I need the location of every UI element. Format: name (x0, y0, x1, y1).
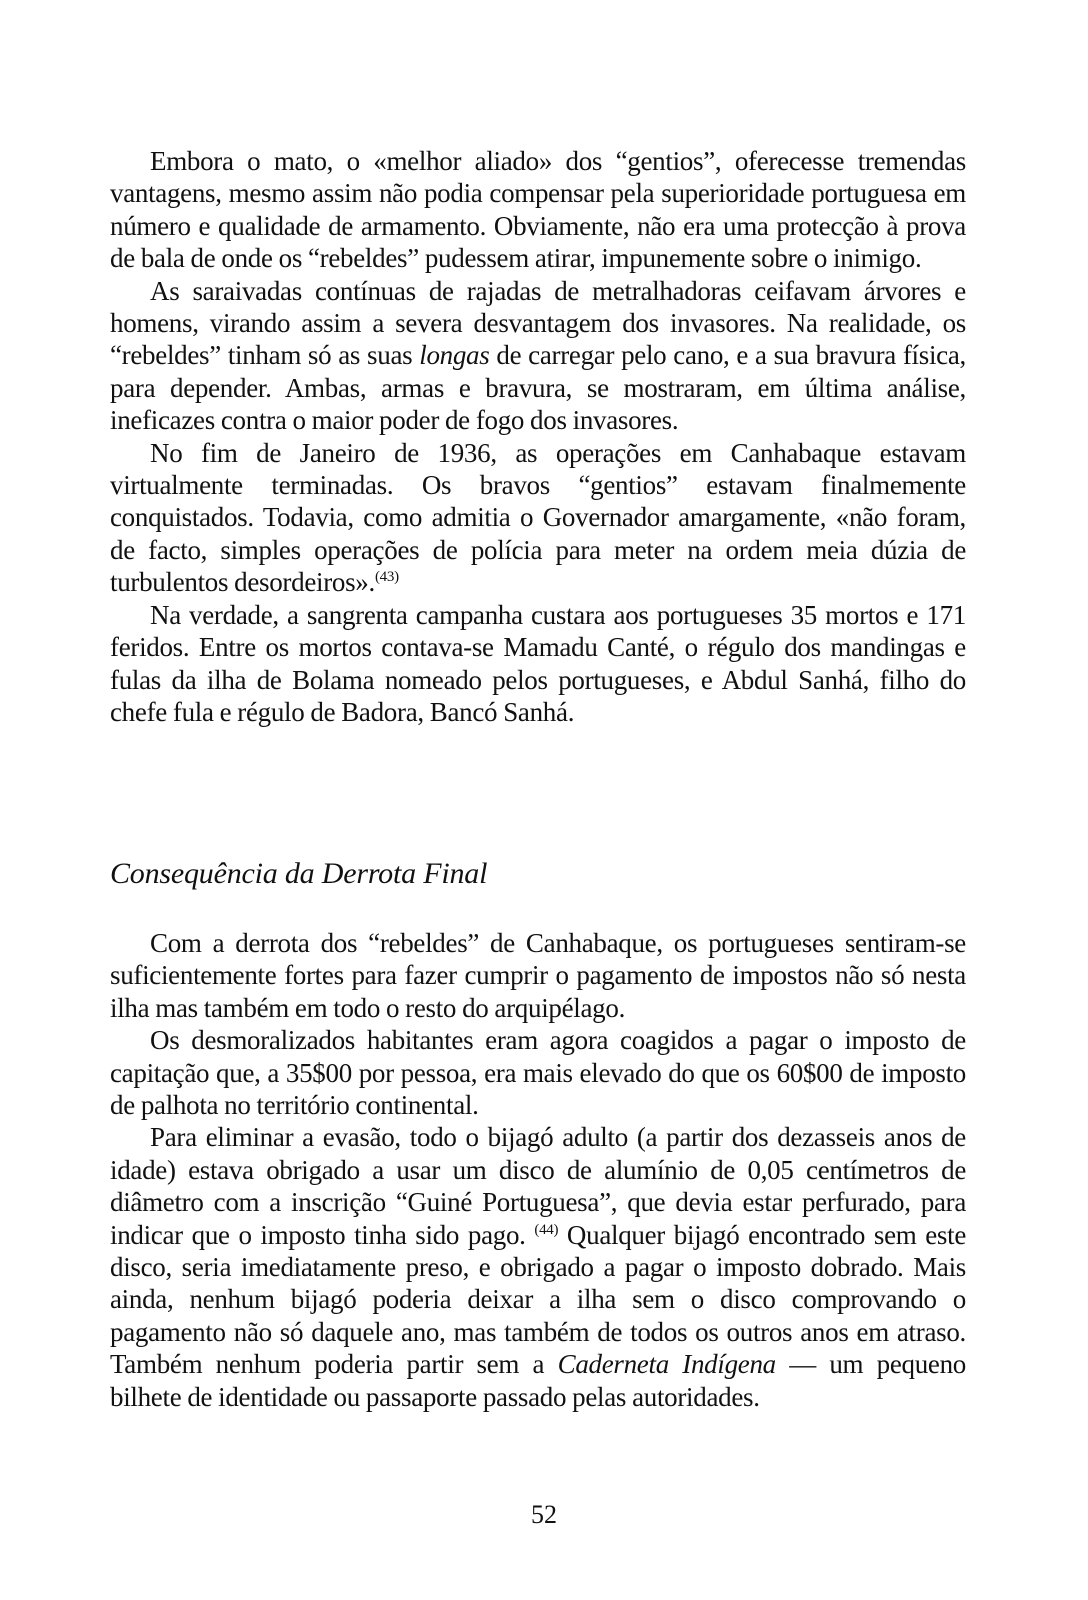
paragraph-mato-aliado: Embora o mato, o «melhor aliado» dos “gentios”, oferecesse tremendas vantagens, mesmo assim não podia compensar pela superioridade portuguesa em número e qualidade de armamento. Obviamente, não era uma protecção à prova de bala de onde os “rebeldes” pudessem atirar, impunemente sobre o inimigo. (110, 146, 966, 274)
paragraph-campanha-mortos: Na verdade, a sangrenta campanha custara aos portugueses 35 mortos e 171 feridos. Entre os mortos contava-se Mamadu Canté, o régulo dos mandingas e fulas da ilha de Bolama nomeado pelos portugueses, e Abdul Sanhá, filho do chefe fula e régulo de Badora, Bancó Sanhá. (110, 599, 966, 727)
paragraph-text: de carregar pelo cano, e a sua bravura física, para depender. Ambas, armas e bravura, se mostraram, em última análise, ineficazes contra o maior poder de fogo dos invasores. (110, 340, 966, 436)
italic-term-longas: longas (419, 340, 490, 371)
page-number: 52 (531, 1500, 557, 1529)
paragraph-derrota-canhabaque: Com a derrota dos “rebeldes” de Canhabaque, os portugueses sentiram-se suficientemente fortes para fazer cumprir o pagamento de impostos não só nesta ilha mas também em todo o resto do arquipélago. (110, 928, 966, 1023)
paragraph-saraivadas (110, 275, 966, 437)
footnote-ref-44: (44) (534, 1221, 559, 1238)
paragraph-text: — um pequeno bilhete de identidade ou passaporte passado pelas autoridades. (110, 1349, 966, 1412)
paragraph-imposto-capitacao: Os desmoralizados habitantes eram agora coagidos a pagar o imposto de capitação que, a 35$00 por pessoa, era mais elevado do que os 60$00 de imposto de palhota no território continental. (110, 1025, 966, 1121)
paragraph-text: Qualquer bijagó encontrado sem este disco, seria imediatamente preso, e obrigado a pagar o imposto dobrado. Mais ainda, nenhum bijagó poderia deixar a ilha sem o disco comprovando o pagamento não só daquele ano, mas também de todos os outros anos em atraso. Também nenhum poderia partir sem a (110, 1219, 966, 1380)
section-title: Consequência da Derrota Final (110, 857, 488, 890)
previous-section-body (110, 145, 966, 728)
paragraph-janeiro-1936 (110, 437, 966, 599)
paragraph-text: No fim de Janeiro de 1936, as operações em Canhabaque estavam virtualmente terminadas. Os bravos “gentios” estavam finalmemente conquistados. Todavia, como admitia o Governador amargamente, «não foram, de facto, simples operações de polícia para meter na ordem meia dúzia de turbulentos desordeiros». (110, 437, 966, 598)
paragraph-text: As saraivadas contínuas de rajadas de metralhadoras ceifavam árvores e homens, virando assim a severa desvantagem dos invasores. Na realidade, os “rebeldes” tinham só as suas (110, 275, 966, 371)
paragraph-disco-aluminio (110, 1121, 966, 1413)
section-body (110, 927, 966, 1413)
footnote-ref-43: (43) (374, 569, 399, 586)
italic-term-caderneta-indigena: Caderneta Indígena (557, 1349, 776, 1380)
paragraph-text: Para eliminar a evasão, todo o bijagó adulto (a partir dos dezasseis anos de idade) estava obrigado a usar um disco de alumínio de 0,05 centímetros de diâmetro com a inscrição “Guiné Portuguesa”, que devia estar perfurado, para indicar que o imposto tinha sido pago. (110, 1122, 966, 1250)
section-heading-wrap (110, 856, 966, 892)
